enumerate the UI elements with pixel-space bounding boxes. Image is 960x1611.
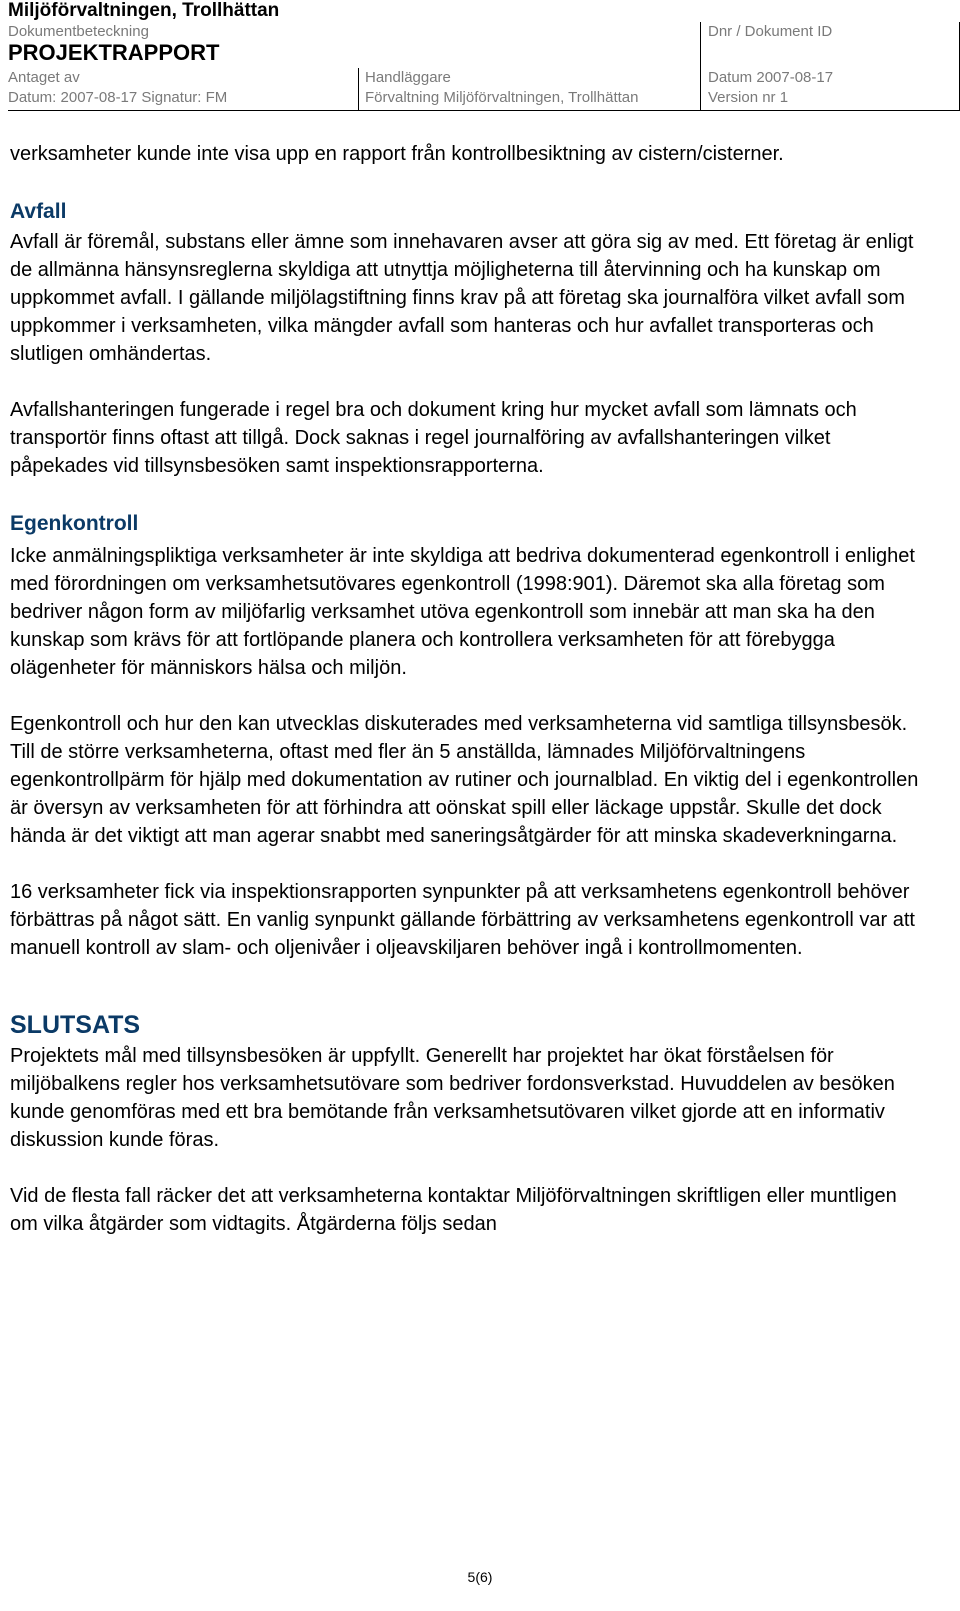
dnr-label: Dnr / Dokument ID: [708, 23, 833, 40]
version-field: Version nr 1: [708, 89, 789, 106]
organization-name: Miljöförvaltningen, Trollhättan: [8, 0, 280, 21]
page-number: 5(6): [467, 1569, 493, 1585]
dokumentbeteckning-label: Dokumentbeteckning: [8, 23, 149, 40]
paragraph: Vid de flesta fall räcker det att verksamheterna kontaktar Miljöförvaltningen skriftligen eller muntligen om vilka åtgärder som vidtagits. Åtgärderna följs sedan: [10, 1185, 897, 1235]
handlaggare-value: Förvaltning Miljöförvaltningen, Trollhättan: [365, 89, 639, 106]
paragraph: Avfall är föremål, substans eller ämne som innehavaren avser att göra sig av med. Ett företag är enligt de allmänna hänsynsreglerna skyldiga att utnyttja möjligheterna till återvinning och ha kunskap om uppkommet avfall. I gällande miljölagstiftning finns krav på att företag ska journalföra vilket avfall som uppkommer i verksamheten, vilka mängder avfall som hanteras och hur avfallet transporteras och slutligen omhändertas.: [10, 231, 914, 365]
paragraph: Avfallshanteringen fungerade i regel bra och dokument kring hur mycket avfall som lämnats och transportör finns oftast att tillgå. Dock saknas i regel journalföring av avfallshanteringen vilket påpekades vid tillsynsbesöken samt inspektionsrapporterna.: [10, 399, 857, 477]
header-divider: [358, 68, 359, 110]
paragraph: 16 verksamheter fick via inspektionsrapporten synpunkter på att verksamhetens egenkontroll behöver förbättras på något sätt. En vanlig synpunkt gällande förbättring av verksamhetens egenkontroll var att manuell kontroll av slam- och oljenivåer i oljeavskiljaren behöver ingå i kontrollmomenten.: [10, 881, 915, 959]
document-title: PROJEKTRAPPORT: [8, 40, 220, 65]
paragraph: Icke anmälningspliktiga verksamheter är inte skyldiga att bedriva dokumenterad egenkontroll i enlighet med förordningen om verksamhetsutövares egenkontroll (1998:901). Däremot ska alla företag som bedriver någon form av miljöfarlig verksamhet utöva egenkontroll som innebär att man ska ha den kunskap som krävs för att fortlöpande planera och kontrollera verksamheten för att förebygga olägenheter för människors hälsa och miljön.: [10, 545, 915, 679]
paragraph: verksamheter kunde inte visa upp en rapport från kontrollbesiktning av cistern/cisterner.: [10, 143, 784, 165]
antaget-value: Datum: 2007-08-17 Signatur: FM: [8, 89, 228, 106]
handlaggare-label: Handläggare: [365, 69, 451, 86]
date-field: Datum 2007-08-17: [708, 69, 834, 86]
header-divider: [700, 22, 701, 110]
section-heading-egenkontroll: Egenkontroll: [10, 512, 139, 535]
section-heading-slutsats: SLUTSATS: [10, 1011, 141, 1039]
antaget-label: Antaget av: [8, 69, 80, 86]
paragraph: Projektets mål med tillsynsbesöken är uppfyllt. Generellt har projektet har ökat förståelsen för miljöbalkens regler hos verksamhetsutövare som bedriver fordonsverkstad. Huvuddelen av besöken kunde genomföras med ett bra bemötande från verksamhetsutövaren vilket gjorde att en informativ diskussion kunde föras.: [10, 1045, 895, 1151]
document-header: [8, 0, 960, 111]
paragraph: Egenkontroll och hur den kan utvecklas diskuterades med verksamheterna vid samtliga tillsynsbesök. Till de större verksamheterna, oftast med fler än 5 anställda, lämnades Miljöförvaltningens egenkontrollpärm för hjälp med dokumentation av rutiner och journalblad. En viktig del i egenkontrollen är översyn av verksamheten för att förhindra att oönskat spill eller läckage uppstår. Skulle det dock hända är det viktigt att man agerar snabbt med saneringsåtgärder för att minska skadeverkningarna.: [10, 713, 919, 847]
header-row-3: [8, 88, 960, 112]
section-heading-avfall: Avfall: [10, 200, 67, 223]
document-body: [10, 140, 930, 1238]
